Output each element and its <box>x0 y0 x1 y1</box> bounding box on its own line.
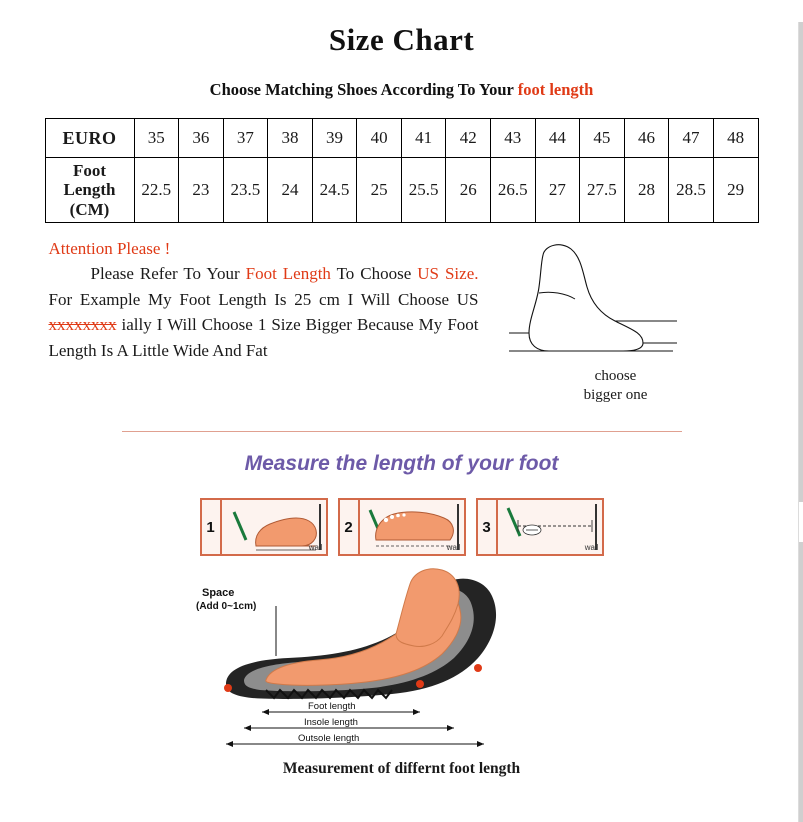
cell-euro-7: 42 <box>446 119 491 158</box>
attention-text <box>49 261 479 363</box>
dimension-label-insole-length: Insole length <box>303 717 358 728</box>
attention-line1-highlight: Foot Length <box>245 264 331 283</box>
foot-label-line2: Length <box>63 180 116 200</box>
cell-euro-6: 41 <box>401 119 446 158</box>
step-3 <box>476 498 604 556</box>
step-2-number: 2 <box>340 500 360 554</box>
cell-euro-0: 35 <box>134 119 179 158</box>
measure-section-title: Measure the length of your foot <box>244 452 559 475</box>
foot-sketch-icon <box>503 233 683 363</box>
cell-euro-3: 38 <box>268 119 313 158</box>
cell-euro-13: 48 <box>713 119 758 158</box>
row-header-foot-length <box>45 158 134 223</box>
step-2 <box>338 498 466 556</box>
step-1 <box>200 498 328 556</box>
measure-steps <box>0 498 803 556</box>
attention-line3-strikethrough: xxxxxxxx <box>48 315 117 334</box>
dimension-label-foot-length: Foot length <box>307 701 356 712</box>
cell-euro-10: 45 <box>580 119 625 158</box>
choose-bigger-line1: choose <box>594 368 637 384</box>
step-1-number: 1 <box>202 500 222 554</box>
cell-euro-2: 37 <box>223 119 268 158</box>
size-chart-page <box>0 22 803 822</box>
attention-heading: Attention Please ! <box>48 239 171 258</box>
attention-line3-b: ially I Will Choose 1 Size <box>116 315 301 334</box>
attention-line4: Bigger Because My Foot Length Is A Little Wide <box>48 315 479 360</box>
attention-line1-a: Please Refer To Your <box>90 264 246 283</box>
page-subtitle <box>0 80 803 100</box>
page-edge-tick-1 <box>799 22 803 502</box>
subtitle-prefix: Choose Matching Shoes According To Your <box>209 80 518 99</box>
cell-euro-5: 40 <box>357 119 402 158</box>
attention-line2-b: For Example My Foot Length Is 25 cm I <box>48 289 354 309</box>
subtitle-highlight: foot length <box>517 80 594 99</box>
diagram-caption: Measurement of differnt foot length <box>282 760 521 777</box>
page-edge-tick-2 <box>799 542 803 822</box>
cell-cm-13: 29 <box>713 158 758 223</box>
choose-bigger-note <box>541 367 691 405</box>
cell-cm-10: 27.5 <box>580 158 625 223</box>
cell-cm-11: 28 <box>624 158 669 223</box>
step-2-wall-label: wall <box>446 543 461 552</box>
cell-cm-0: 22.5 <box>134 158 179 223</box>
page-title: Size Chart <box>328 22 475 57</box>
size-table-container <box>45 118 759 223</box>
cell-cm-9: 27 <box>535 158 580 223</box>
choose-bigger-line2: bigger one <box>583 386 648 403</box>
foot-diagram-illustration-icon <box>192 564 612 754</box>
cell-cm-1: 23 <box>179 158 224 223</box>
attention-block <box>45 239 759 419</box>
space-label-line2: (Add 0~1cm) <box>195 601 256 612</box>
cell-euro-8: 43 <box>491 119 536 158</box>
cell-euro-9: 44 <box>535 119 580 158</box>
step-3-number: 3 <box>478 500 498 554</box>
cell-cm-4: 24.5 <box>312 158 357 223</box>
cell-euro-12: 47 <box>669 119 714 158</box>
cell-cm-6: 25.5 <box>401 158 446 223</box>
foot-label-line1: Foot <box>72 161 107 181</box>
row-header-euro: EURO <box>45 119 134 158</box>
dimension-label-outsole-length: Outsole length <box>297 733 359 744</box>
foot-measurement-diagram <box>192 564 612 754</box>
section-divider <box>122 431 682 432</box>
cell-euro-4: 39 <box>312 119 357 158</box>
cell-euro-11: 46 <box>624 119 669 158</box>
cell-euro-1: 36 <box>179 119 224 158</box>
cell-cm-2: 23.5 <box>223 158 268 223</box>
table-row-euro <box>45 119 758 158</box>
cell-cm-7: 26 <box>446 158 491 223</box>
cell-cm-3: 24 <box>268 158 313 223</box>
attention-line1-c: To Choose <box>330 264 412 283</box>
step-1-wall-label: wall <box>308 543 323 552</box>
cell-cm-8: 26.5 <box>491 158 536 223</box>
foot-label-line3: (CM) <box>69 199 110 219</box>
attention-line5: And Fat <box>212 340 268 360</box>
cell-cm-12: 28.5 <box>669 158 714 223</box>
table-row-foot-length <box>45 158 758 223</box>
attention-line3-a: Will Choose US <box>360 289 479 309</box>
size-table <box>45 118 759 223</box>
space-label-line1: Space <box>201 587 234 599</box>
cell-cm-5: 25 <box>357 158 402 223</box>
step-3-wall-label: wall <box>584 543 599 552</box>
attention-line2-a: US Size. <box>417 264 479 283</box>
